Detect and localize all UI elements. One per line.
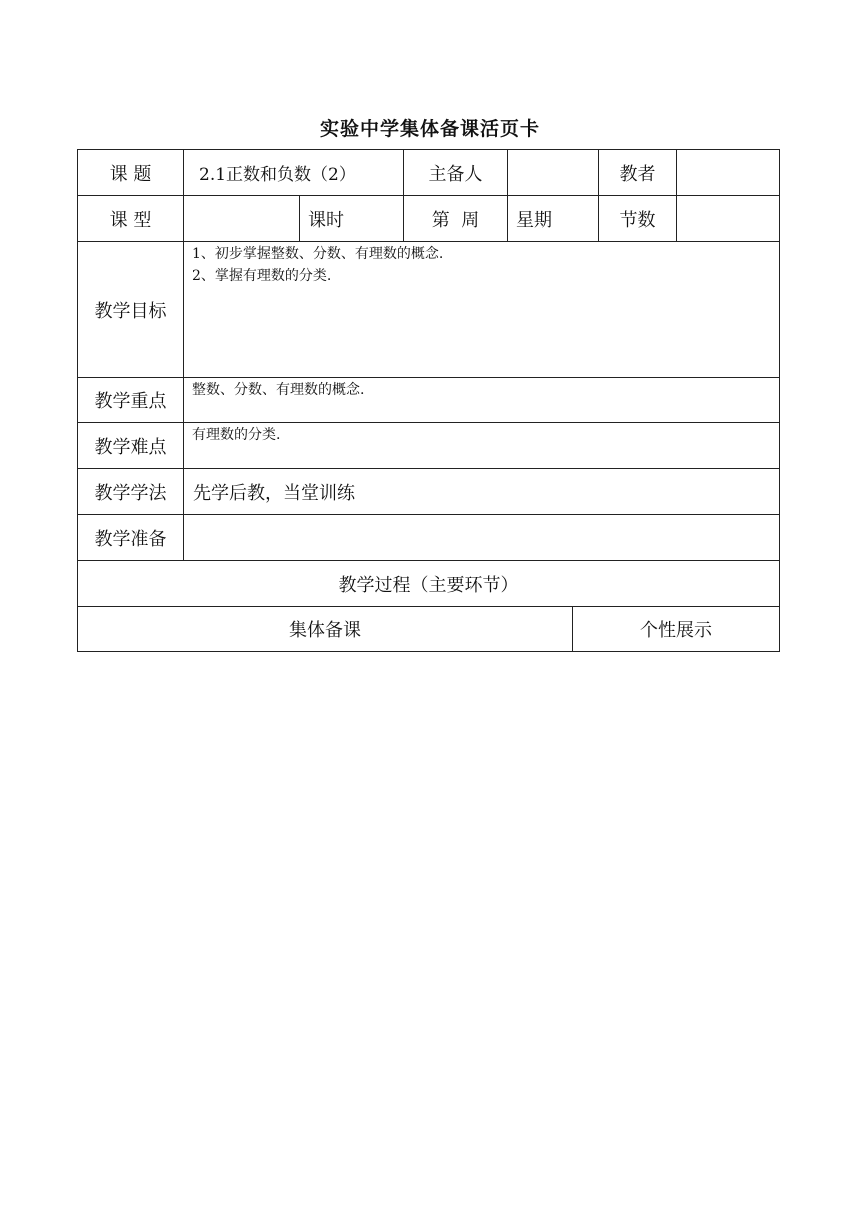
difficulty-value: 有理数的分类.	[183, 422, 780, 469]
lead-value	[507, 149, 599, 196]
weekday-label: 星期	[507, 195, 599, 242]
collective-header: 集体备课	[77, 606, 573, 652]
method-label: 教学学法	[77, 468, 184, 515]
personal-header: 个性展示	[572, 606, 780, 652]
prep-label: 教学准备	[77, 514, 184, 561]
method-value: 先学后教，当堂训练	[183, 468, 780, 515]
section-label: 节数	[598, 195, 677, 242]
process-header: 教学过程（主要环节）	[77, 560, 780, 607]
type-label: 课 型	[77, 195, 184, 242]
topic-value: 2.1正数和负数（2）	[183, 149, 404, 196]
page-title: 实验中学集体备课活页卡	[319, 118, 540, 140]
week-label: 第 周	[403, 195, 508, 242]
teacher-value	[676, 149, 780, 196]
type-value	[183, 195, 300, 242]
prep-value	[183, 514, 780, 561]
key-label: 教学重点	[77, 377, 184, 423]
goal-item: 2、掌握有理数的分类.	[192, 268, 332, 284]
goal-item: 1、初步掌握整数、分数、有理数的概念.	[192, 246, 444, 262]
goals-content	[183, 241, 780, 378]
lead-label: 主备人	[403, 149, 508, 196]
teacher-label: 教者	[598, 149, 677, 196]
period-label: 课时	[299, 195, 404, 242]
goals-label: 教学目标	[77, 241, 184, 378]
topic-label: 课 题	[77, 149, 184, 196]
key-value: 整数、分数、有理数的概念.	[183, 377, 780, 423]
difficulty-label: 教学难点	[77, 422, 184, 469]
section-value	[676, 195, 780, 242]
